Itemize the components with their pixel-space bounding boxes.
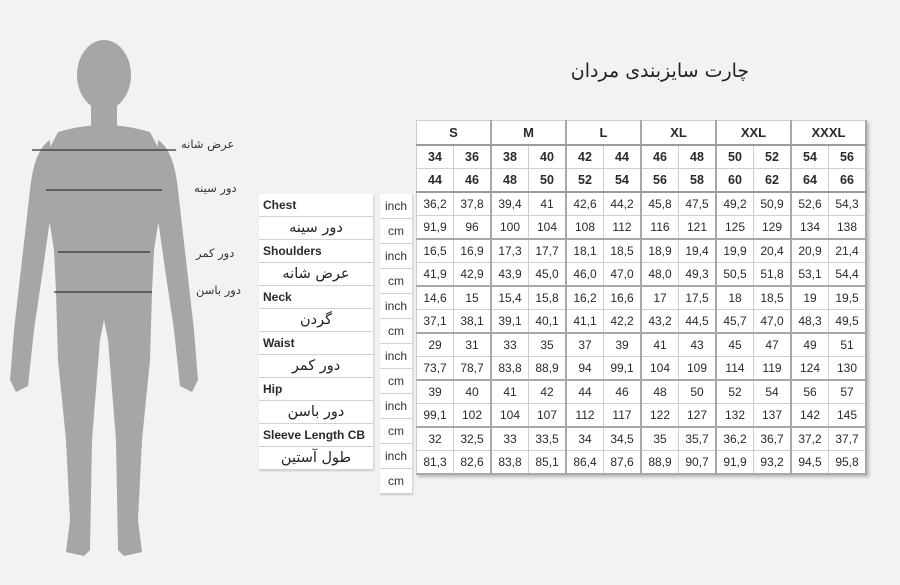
measurement-name-en: Sleeve Length CB bbox=[259, 424, 373, 447]
unit-inch: inch bbox=[380, 394, 412, 419]
measurement-value: 108 bbox=[566, 216, 604, 240]
measurement-value: 142 bbox=[791, 404, 829, 428]
size-number: 52 bbox=[754, 145, 792, 169]
unit-cm: cm bbox=[380, 419, 412, 444]
measurement-value: 19,4 bbox=[679, 239, 717, 263]
measurement-value: 86,4 bbox=[566, 451, 604, 475]
unit-inch: inch bbox=[380, 244, 412, 269]
size-number: 58 bbox=[679, 169, 717, 193]
measurement-value: 51 bbox=[829, 333, 867, 357]
unit-row bbox=[380, 244, 412, 269]
measurement-value: 34 bbox=[566, 427, 604, 451]
measurement-name-en: Chest bbox=[259, 194, 373, 217]
unit-cm: cm bbox=[380, 469, 412, 494]
measurement-value: 41,9 bbox=[417, 263, 454, 287]
measurement-value: 129 bbox=[754, 216, 792, 240]
measurement-value: 83,8 bbox=[491, 451, 529, 475]
measurement-value: 46 bbox=[604, 380, 642, 404]
measurement-value: 35,7 bbox=[679, 427, 717, 451]
unit-row bbox=[380, 219, 412, 244]
measurement-value: 47,5 bbox=[679, 192, 717, 216]
measurement-value: 52 bbox=[716, 380, 754, 404]
measurement-value: 57 bbox=[829, 380, 867, 404]
measurement-value: 33,5 bbox=[529, 427, 567, 451]
measurement-value: 42,2 bbox=[604, 310, 642, 334]
unit-row bbox=[380, 444, 412, 469]
measurement-name-row bbox=[259, 309, 373, 332]
size-letter: L bbox=[566, 121, 641, 146]
size-number: 56 bbox=[641, 169, 679, 193]
measurement-value: 49,3 bbox=[679, 263, 717, 287]
size-number: 40 bbox=[529, 145, 567, 169]
measurement-name-row bbox=[259, 401, 373, 424]
unit-inch: inch bbox=[380, 194, 412, 219]
size-number: 38 bbox=[491, 145, 529, 169]
measurement-name-row bbox=[259, 378, 373, 401]
measurement-value: 44,2 bbox=[604, 192, 642, 216]
unit-cm: cm bbox=[380, 269, 412, 294]
measurement-value: 16,5 bbox=[417, 239, 454, 263]
measurement-name-row bbox=[259, 194, 373, 217]
size-letter: XXL bbox=[716, 121, 791, 146]
size-number: 34 bbox=[417, 145, 454, 169]
measurement-value: 46,0 bbox=[566, 263, 604, 287]
measurement-value: 112 bbox=[604, 216, 642, 240]
size-number: 54 bbox=[791, 145, 829, 169]
measurement-value: 127 bbox=[679, 404, 717, 428]
measurement-value: 45,0 bbox=[529, 263, 567, 287]
measurement-value: 39,4 bbox=[491, 192, 529, 216]
measurement-value: 18,1 bbox=[566, 239, 604, 263]
measurement-value: 45,8 bbox=[641, 192, 679, 216]
measurement-value: 15 bbox=[454, 286, 492, 310]
unit-inch: inch bbox=[380, 444, 412, 469]
measurement-name-row bbox=[259, 447, 373, 470]
measurement-value: 18,5 bbox=[754, 286, 792, 310]
measurement-value: 121 bbox=[679, 216, 717, 240]
measurement-value: 44 bbox=[566, 380, 604, 404]
measurement-value: 107 bbox=[529, 404, 567, 428]
measurement-name-row bbox=[259, 332, 373, 355]
measurement-value: 37 bbox=[566, 333, 604, 357]
measurement-name-en: Waist bbox=[259, 332, 373, 355]
measurement-value: 47 bbox=[754, 333, 792, 357]
measurement-value: 95,8 bbox=[829, 451, 867, 475]
measurement-value: 42,9 bbox=[454, 263, 492, 287]
measurement-value: 96 bbox=[454, 216, 492, 240]
measurement-name-row bbox=[259, 263, 373, 286]
size-letter: M bbox=[491, 121, 566, 146]
measurement-value: 35 bbox=[641, 427, 679, 451]
measurement-value: 91,9 bbox=[417, 216, 454, 240]
measurement-value: 18,5 bbox=[604, 239, 642, 263]
measurement-value: 36,2 bbox=[716, 427, 754, 451]
measurement-value: 48,0 bbox=[641, 263, 679, 287]
measurement-value: 112 bbox=[566, 404, 604, 428]
unit-cm: cm bbox=[380, 219, 412, 244]
measurement-value: 49,2 bbox=[716, 192, 754, 216]
unit-row bbox=[380, 269, 412, 294]
measurement-value: 40 bbox=[454, 380, 492, 404]
size-number: 46 bbox=[454, 169, 492, 193]
unit-cm: cm bbox=[380, 369, 412, 394]
measurement-name-row bbox=[259, 286, 373, 309]
measurement-value: 145 bbox=[829, 404, 867, 428]
measurement-value: 34,5 bbox=[604, 427, 642, 451]
size-letter: XL bbox=[641, 121, 716, 146]
measurement-value: 102 bbox=[454, 404, 492, 428]
measurement-value: 19 bbox=[791, 286, 829, 310]
measurement-value: 41 bbox=[491, 380, 529, 404]
size-number: 62 bbox=[754, 169, 792, 193]
shoulder-label: عرض شانه bbox=[181, 137, 235, 151]
measurement-value: 41 bbox=[529, 192, 567, 216]
measurement-value: 18 bbox=[716, 286, 754, 310]
measurement-value: 45 bbox=[716, 333, 754, 357]
measurement-row-inch bbox=[417, 427, 867, 451]
measurement-value: 99,1 bbox=[604, 357, 642, 381]
measurement-value: 93,2 bbox=[754, 451, 792, 475]
measurement-value: 17,7 bbox=[529, 239, 567, 263]
size-number: 42 bbox=[566, 145, 604, 169]
measurement-value: 87,6 bbox=[604, 451, 642, 475]
measurement-value: 48 bbox=[641, 380, 679, 404]
size-number: 60 bbox=[716, 169, 754, 193]
measurement-row-cm bbox=[417, 310, 867, 334]
measurement-value: 31 bbox=[454, 333, 492, 357]
size-chart-table bbox=[416, 120, 867, 475]
measurement-names-table bbox=[259, 194, 373, 470]
chest-label: دور سینه bbox=[194, 181, 237, 195]
measurement-value: 43,9 bbox=[491, 263, 529, 287]
measurement-value: 14,6 bbox=[417, 286, 454, 310]
size-number: 46 bbox=[641, 145, 679, 169]
measurement-value: 37,2 bbox=[791, 427, 829, 451]
measurement-row-cm bbox=[417, 451, 867, 475]
measurement-value: 99,1 bbox=[417, 404, 454, 428]
measurement-value: 94 bbox=[566, 357, 604, 381]
measurement-value: 39 bbox=[417, 380, 454, 404]
measurement-value: 44,5 bbox=[679, 310, 717, 334]
measurement-value: 114 bbox=[716, 357, 754, 381]
measurement-value: 43 bbox=[679, 333, 717, 357]
measurement-value: 137 bbox=[754, 404, 792, 428]
unit-row bbox=[380, 469, 412, 494]
measurement-name-en: Neck bbox=[259, 286, 373, 309]
unit-row bbox=[380, 369, 412, 394]
measurement-value: 88,9 bbox=[641, 451, 679, 475]
chart-title: چارت سایزبندی مردان bbox=[570, 60, 750, 82]
unit-row bbox=[380, 344, 412, 369]
measurement-value: 42,6 bbox=[566, 192, 604, 216]
size-number-row bbox=[417, 145, 867, 169]
measurement-value: 104 bbox=[491, 404, 529, 428]
measurement-value: 73,7 bbox=[417, 357, 454, 381]
measurement-value: 125 bbox=[716, 216, 754, 240]
measurement-value: 138 bbox=[829, 216, 867, 240]
measurement-value: 104 bbox=[529, 216, 567, 240]
measurement-value: 116 bbox=[641, 216, 679, 240]
measurement-value: 132 bbox=[716, 404, 754, 428]
measurement-row-cm bbox=[417, 404, 867, 428]
measurement-name-row bbox=[259, 424, 373, 447]
measurement-value: 39,1 bbox=[491, 310, 529, 334]
measurement-row-inch bbox=[417, 286, 867, 310]
measurement-value: 17 bbox=[641, 286, 679, 310]
measurement-row-inch bbox=[417, 192, 867, 216]
measurement-value: 49,5 bbox=[829, 310, 867, 334]
size-number: 54 bbox=[604, 169, 642, 193]
size-letter: S bbox=[417, 121, 492, 146]
size-number-row bbox=[417, 169, 867, 193]
measurement-value: 33 bbox=[491, 427, 529, 451]
measurement-value: 19,5 bbox=[829, 286, 867, 310]
hip-label: دور باسن bbox=[196, 283, 241, 297]
measurement-value: 54,3 bbox=[829, 192, 867, 216]
measurement-value: 20,4 bbox=[754, 239, 792, 263]
measurement-value: 41,1 bbox=[566, 310, 604, 334]
measurement-name-row bbox=[259, 240, 373, 263]
size-number: 66 bbox=[829, 169, 867, 193]
size-number: 44 bbox=[604, 145, 642, 169]
measurement-value: 38,1 bbox=[454, 310, 492, 334]
measurement-value: 82,6 bbox=[454, 451, 492, 475]
measurement-value: 37,7 bbox=[829, 427, 867, 451]
measurement-row-cm bbox=[417, 216, 867, 240]
size-number: 36 bbox=[454, 145, 492, 169]
measurement-row-cm bbox=[417, 263, 867, 287]
measurement-value: 122 bbox=[641, 404, 679, 428]
unit-row bbox=[380, 394, 412, 419]
size-number: 48 bbox=[679, 145, 717, 169]
measurement-value: 50 bbox=[679, 380, 717, 404]
measurement-name-fa: طول آستین bbox=[259, 447, 373, 470]
measurement-value: 16,9 bbox=[454, 239, 492, 263]
measurement-value: 51,8 bbox=[754, 263, 792, 287]
measurement-value: 88,9 bbox=[529, 357, 567, 381]
measurement-row-cm bbox=[417, 357, 867, 381]
measurement-value: 52,6 bbox=[791, 192, 829, 216]
measurement-value: 36,2 bbox=[417, 192, 454, 216]
measurement-value: 45,7 bbox=[716, 310, 754, 334]
measurement-name-row bbox=[259, 355, 373, 378]
measurement-value: 16,6 bbox=[604, 286, 642, 310]
measurement-value: 50,9 bbox=[754, 192, 792, 216]
measurement-value: 15,4 bbox=[491, 286, 529, 310]
size-number: 44 bbox=[417, 169, 454, 193]
measurement-value: 18,9 bbox=[641, 239, 679, 263]
measurement-value: 54,4 bbox=[829, 263, 867, 287]
measurement-value: 53,1 bbox=[791, 263, 829, 287]
measurement-value: 15,8 bbox=[529, 286, 567, 310]
measurement-value: 37,1 bbox=[417, 310, 454, 334]
measurement-value: 17,5 bbox=[679, 286, 717, 310]
size-number: 52 bbox=[566, 169, 604, 193]
waist-label: دور کمر bbox=[196, 246, 235, 260]
measurement-value: 85,1 bbox=[529, 451, 567, 475]
measurement-row-inch bbox=[417, 239, 867, 263]
measurement-value: 32,5 bbox=[454, 427, 492, 451]
measurement-value: 104 bbox=[641, 357, 679, 381]
measurement-name-fa: دور کمر bbox=[259, 355, 373, 378]
measurement-value: 81,3 bbox=[417, 451, 454, 475]
measurement-name-fa: دور باسن bbox=[259, 401, 373, 424]
measurement-value: 39 bbox=[604, 333, 642, 357]
measurement-value: 40,1 bbox=[529, 310, 567, 334]
measurement-value: 83,8 bbox=[491, 357, 529, 381]
measurement-value: 36,7 bbox=[754, 427, 792, 451]
measurement-value: 56 bbox=[791, 380, 829, 404]
unit-row bbox=[380, 319, 412, 344]
measurement-value: 91,9 bbox=[716, 451, 754, 475]
unit-inch: inch bbox=[380, 344, 412, 369]
measurement-value: 90,7 bbox=[679, 451, 717, 475]
measurement-value: 16,2 bbox=[566, 286, 604, 310]
measurement-value: 117 bbox=[604, 404, 642, 428]
measurement-value: 47,0 bbox=[754, 310, 792, 334]
measurement-value: 109 bbox=[679, 357, 717, 381]
measurement-name-fa: گردن bbox=[259, 309, 373, 332]
size-number: 56 bbox=[829, 145, 867, 169]
measurement-value: 21,4 bbox=[829, 239, 867, 263]
unit-row bbox=[380, 419, 412, 444]
size-letter-row bbox=[417, 121, 867, 146]
size-number: 64 bbox=[791, 169, 829, 193]
measurement-value: 29 bbox=[417, 333, 454, 357]
measurement-value: 48,3 bbox=[791, 310, 829, 334]
unit-cm: cm bbox=[380, 319, 412, 344]
unit-inch: inch bbox=[380, 294, 412, 319]
measurement-value: 50,5 bbox=[716, 263, 754, 287]
measurement-value: 32 bbox=[417, 427, 454, 451]
measurement-value: 49 bbox=[791, 333, 829, 357]
measurement-value: 17,3 bbox=[491, 239, 529, 263]
measurement-value: 42 bbox=[529, 380, 567, 404]
measurement-value: 33 bbox=[491, 333, 529, 357]
measurement-name-row bbox=[259, 217, 373, 240]
measurement-value: 43,2 bbox=[641, 310, 679, 334]
measurement-value: 19,9 bbox=[716, 239, 754, 263]
unit-row bbox=[380, 194, 412, 219]
measurement-value: 47,0 bbox=[604, 263, 642, 287]
measurement-value: 94,5 bbox=[791, 451, 829, 475]
measurement-row-inch bbox=[417, 333, 867, 357]
size-number: 48 bbox=[491, 169, 529, 193]
size-number: 50 bbox=[529, 169, 567, 193]
size-number: 50 bbox=[716, 145, 754, 169]
measurement-name-fa: عرض شانه bbox=[259, 263, 373, 286]
measurement-value: 119 bbox=[754, 357, 792, 381]
measurement-value: 41 bbox=[641, 333, 679, 357]
measurement-name-fa: دور سینه bbox=[259, 217, 373, 240]
measurement-value: 20,9 bbox=[791, 239, 829, 263]
measurement-value: 124 bbox=[791, 357, 829, 381]
unit-row bbox=[380, 294, 412, 319]
size-letter: XXXL bbox=[791, 121, 866, 146]
measurement-value: 78,7 bbox=[454, 357, 492, 381]
measurement-name-en: Shoulders bbox=[259, 240, 373, 263]
measurement-value: 130 bbox=[829, 357, 867, 381]
measurement-name-en: Hip bbox=[259, 378, 373, 401]
measurement-value: 134 bbox=[791, 216, 829, 240]
measurement-value: 35 bbox=[529, 333, 567, 357]
measurement-value: 37,8 bbox=[454, 192, 492, 216]
units-table bbox=[380, 194, 412, 494]
measurement-value: 100 bbox=[491, 216, 529, 240]
measurement-value: 54 bbox=[754, 380, 792, 404]
measurement-row-inch bbox=[417, 380, 867, 404]
